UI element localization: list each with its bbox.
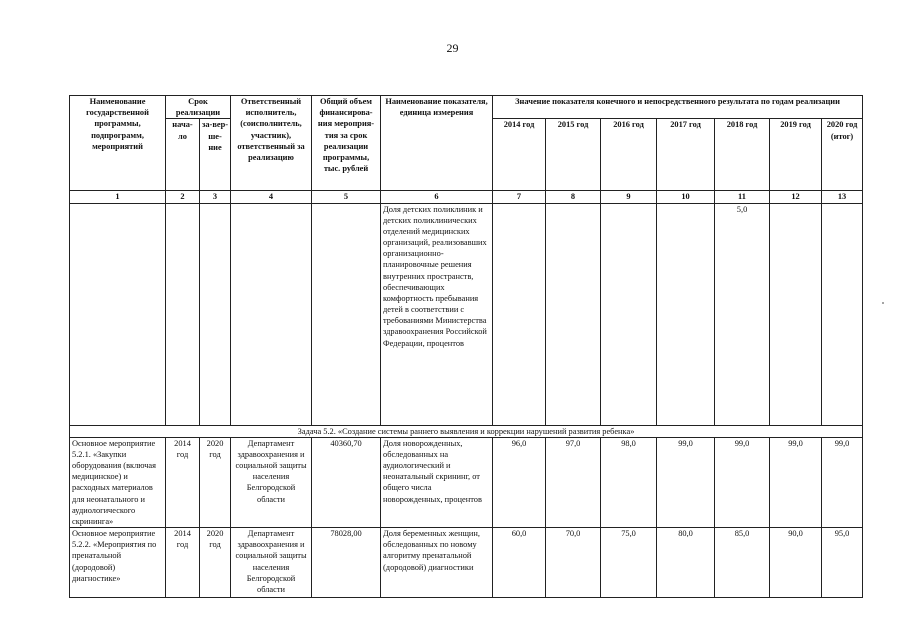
value-cell: 70,0 bbox=[546, 528, 601, 598]
indicator-cell: Доля новорожденных, обследованных на аудиологический и неонатальный скрининг, от общего числа новорожденных, процентов bbox=[381, 437, 493, 527]
value-cell: 60,0 bbox=[493, 528, 546, 598]
column-number: 13 bbox=[822, 191, 863, 203]
funding-cell: 40360,70 bbox=[312, 437, 381, 527]
funding-cell bbox=[312, 203, 381, 425]
responsible-cell: Департамент здравоохранения и социальной защиты населения Белгородской области bbox=[231, 437, 312, 527]
scan-speck bbox=[882, 302, 884, 304]
program-cell: Основное мероприятие 5.2.2. «Мероприятия по пренатальной (дородовой) диагностике» bbox=[70, 528, 166, 598]
task-row bbox=[70, 425, 863, 437]
value-cell: 99,0 bbox=[770, 437, 822, 527]
header-year: 2018 год bbox=[715, 119, 770, 191]
column-number: 6 bbox=[381, 191, 493, 203]
value-cell: 75,0 bbox=[601, 528, 657, 598]
column-number: 7 bbox=[493, 191, 546, 203]
header-term: Срок реализации bbox=[166, 96, 231, 119]
value-cell bbox=[546, 203, 601, 425]
value-cell bbox=[601, 203, 657, 425]
column-number: 10 bbox=[657, 191, 715, 203]
program-cell bbox=[70, 203, 166, 425]
column-number: 12 bbox=[770, 191, 822, 203]
start-cell: 2014 год bbox=[166, 437, 200, 527]
value-cell: 99,0 bbox=[715, 437, 770, 527]
indicator-cell: Доля беременных женщин, обследованных по новому алгоритму пренатальной (дородовой) диагностики bbox=[381, 528, 493, 598]
value-cell: 90,0 bbox=[770, 528, 822, 598]
header-values-group: Значение показателя конечного и непосредственного результата по годам реализации bbox=[493, 96, 863, 119]
value-cell: 99,0 bbox=[822, 437, 863, 527]
task-title: Задача 5.2. «Создание системы раннего выявления и коррекции нарушений развития ребенка» bbox=[70, 425, 863, 437]
responsible-cell: Департамент здравоохранения и социальной защиты населения Белгородской области bbox=[231, 528, 312, 598]
header-term-end: за-вер-ше-ние bbox=[200, 119, 231, 191]
header-term-start: нача-ло bbox=[166, 119, 200, 191]
indicators-table bbox=[69, 95, 863, 598]
column-number: 11 bbox=[715, 191, 770, 203]
header-row bbox=[70, 96, 863, 119]
end-cell bbox=[200, 203, 231, 425]
value-cell: 5,0 bbox=[715, 203, 770, 425]
header-year: 2017 год bbox=[657, 119, 715, 191]
value-cell bbox=[493, 203, 546, 425]
header-year: 2014 год bbox=[493, 119, 546, 191]
header-year: 2019 год bbox=[770, 119, 822, 191]
value-cell: 96,0 bbox=[493, 437, 546, 527]
start-cell bbox=[166, 203, 200, 425]
indicator-cell: Доля детских поликлиник и детских поликлинических отделений медицинских организаций, реализовавших организационно-планировочные решения внутренних пространств, обеспечивающих комфортность пребывания детей в соответствии с требованиями Министерства здравоохранения Российской Федерации, процентов bbox=[381, 203, 493, 425]
header-responsible: Ответственный исполнитель, (соисполнитель, участник), ответственный за реализацию bbox=[231, 96, 312, 191]
column-number: 3 bbox=[200, 191, 231, 203]
value-cell: 97,0 bbox=[546, 437, 601, 527]
column-number: 2 bbox=[166, 191, 200, 203]
program-cell: Основное мероприятие 5.2.1. «Закупки оборудования (включая медицинское) и расходных материалов для неонатального и аудиологического скрининга» bbox=[70, 437, 166, 527]
column-number: 8 bbox=[546, 191, 601, 203]
table-row bbox=[70, 203, 863, 425]
responsible-cell bbox=[231, 203, 312, 425]
header-program-name: Наименование государственной программы, подпрограмм, мероприятий bbox=[70, 96, 166, 191]
value-cell: 95,0 bbox=[822, 528, 863, 598]
column-number: 1 bbox=[70, 191, 166, 203]
value-cell: 98,0 bbox=[601, 437, 657, 527]
value-cell bbox=[822, 203, 863, 425]
value-cell bbox=[657, 203, 715, 425]
start-cell: 2014 год bbox=[166, 528, 200, 598]
value-cell bbox=[770, 203, 822, 425]
value-cell: 85,0 bbox=[715, 528, 770, 598]
header-indicator: Наименование показателя, единица измерения bbox=[381, 96, 493, 191]
column-number: 9 bbox=[601, 191, 657, 203]
table-row bbox=[70, 528, 863, 598]
header-funding: Общий объем финансирова-ния мероприя-тия за срок реализации программы, тыс. рублей bbox=[312, 96, 381, 191]
column-numbers-row bbox=[70, 191, 863, 203]
end-cell: 2020 год bbox=[200, 437, 231, 527]
header-year: 2020 год (итог) bbox=[822, 119, 863, 191]
funding-cell: 78028,00 bbox=[312, 528, 381, 598]
column-number: 4 bbox=[231, 191, 312, 203]
table-row bbox=[70, 437, 863, 527]
header-year: 2016 год bbox=[601, 119, 657, 191]
value-cell: 80,0 bbox=[657, 528, 715, 598]
value-cell: 99,0 bbox=[657, 437, 715, 527]
header-year: 2015 год bbox=[546, 119, 601, 191]
page-number: 29 bbox=[446, 41, 459, 55]
end-cell: 2020 год bbox=[200, 528, 231, 598]
column-number: 5 bbox=[312, 191, 381, 203]
